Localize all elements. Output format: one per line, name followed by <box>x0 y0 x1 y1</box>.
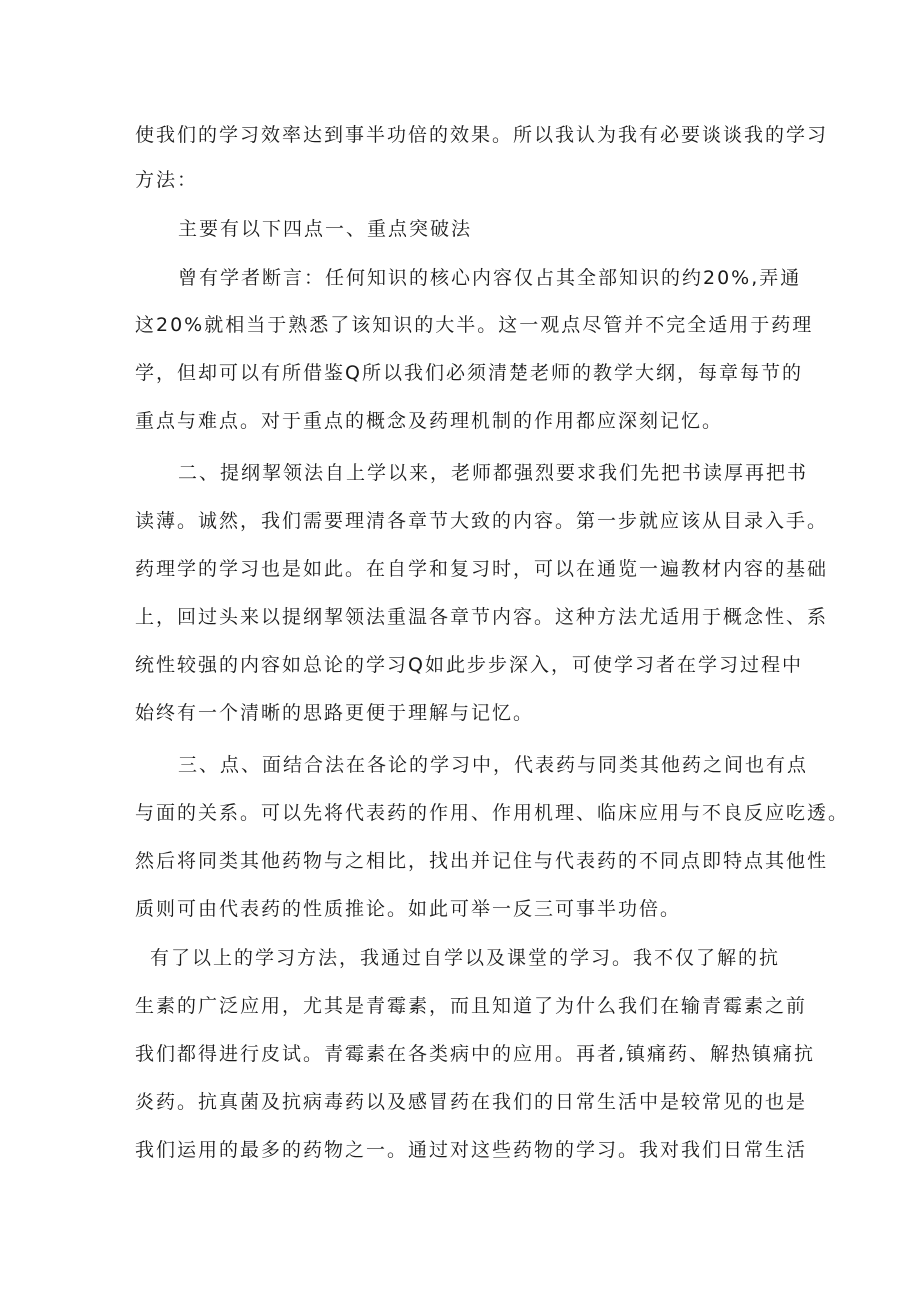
paragraph-heading: 主要有以下四点一、重点突破法 <box>178 218 473 240</box>
paragraph-first-line: 曾有学者断言：任何知识的核心内容仅占其全部知识的约20%,弄通 <box>178 267 802 289</box>
text-line: 生素的广泛应用，尤其是青霉素，而且知道了为什么我们在输青霉素之前 <box>135 995 808 1017</box>
text-line: 方法： <box>135 169 199 191</box>
text-line: 与面的关系。可以先将代表药的作用、作用机理、临床应用与不良反应吃透。 <box>135 802 850 824</box>
text-line: 我们运用的最多的药物之一。通过对这些药物的学习。我对我们日常生活 <box>135 1139 808 1161</box>
text-line: 统性较强的内容如总论的学习Q如此步步深入，可使学习者在学习过程中 <box>135 654 803 676</box>
text-line: 我们都得进行皮试。青霉素在各类病中的应用。再者,镇痛药、解热镇痛抗 <box>135 1043 816 1065</box>
text-line: 这20%就相当于熟悉了该知识的大半。这一观点尽管并不完全适用于药理 <box>135 314 814 336</box>
text-line: 学，但却可以有所借鉴Q所以我们必须清楚老师的教学大纲，每章每节的 <box>135 362 803 384</box>
paragraph-first-line: 有了以上的学习方法，我通过自学以及课堂的学习。我不仅了解的抗 <box>150 947 781 969</box>
text-line: 炎药。抗真菌及抗病毒药以及感冒药在我们的日常生活中是较常见的也是 <box>135 1091 808 1113</box>
text-line: 药理学的学习也是如此。在自学和复习时，可以在通览一遍教材内容的基础 <box>135 558 829 580</box>
text-line: 质则可由代表药的性质推论。如此可举一反三可事半功倍。 <box>135 898 682 920</box>
text-line: 读薄。诚然，我们需要理清各章节大致的内容。第一步就应该从目录入手。 <box>135 510 829 532</box>
paragraph-first-line: 二、提纲挈领法自上学以来，老师都强烈要求我们先把书读厚再把书 <box>178 462 809 484</box>
text-line: 重点与难点。对于重点的概念及药理机制的作用都应深刻记忆。 <box>135 410 724 432</box>
text-line: 始终有一个清晰的思路更便于理解与记忆。 <box>135 702 535 724</box>
text-line: 上，回过头来以提纲挈领法重温各章节内容。这种方法尤适用于概念性、系 <box>135 606 829 628</box>
text-line: 然后将同类其他药物与之相比，找出并记住与代表药的不同点即特点其他性 <box>135 850 829 872</box>
text-line: 使我们的学习效率达到事半功倍的效果。所以我认为我有必要谈谈我的学习 <box>135 124 829 146</box>
paragraph-first-line: 三、点、面结合法在各论的学习中，代表药与同类其他药之间也有点 <box>178 754 809 776</box>
